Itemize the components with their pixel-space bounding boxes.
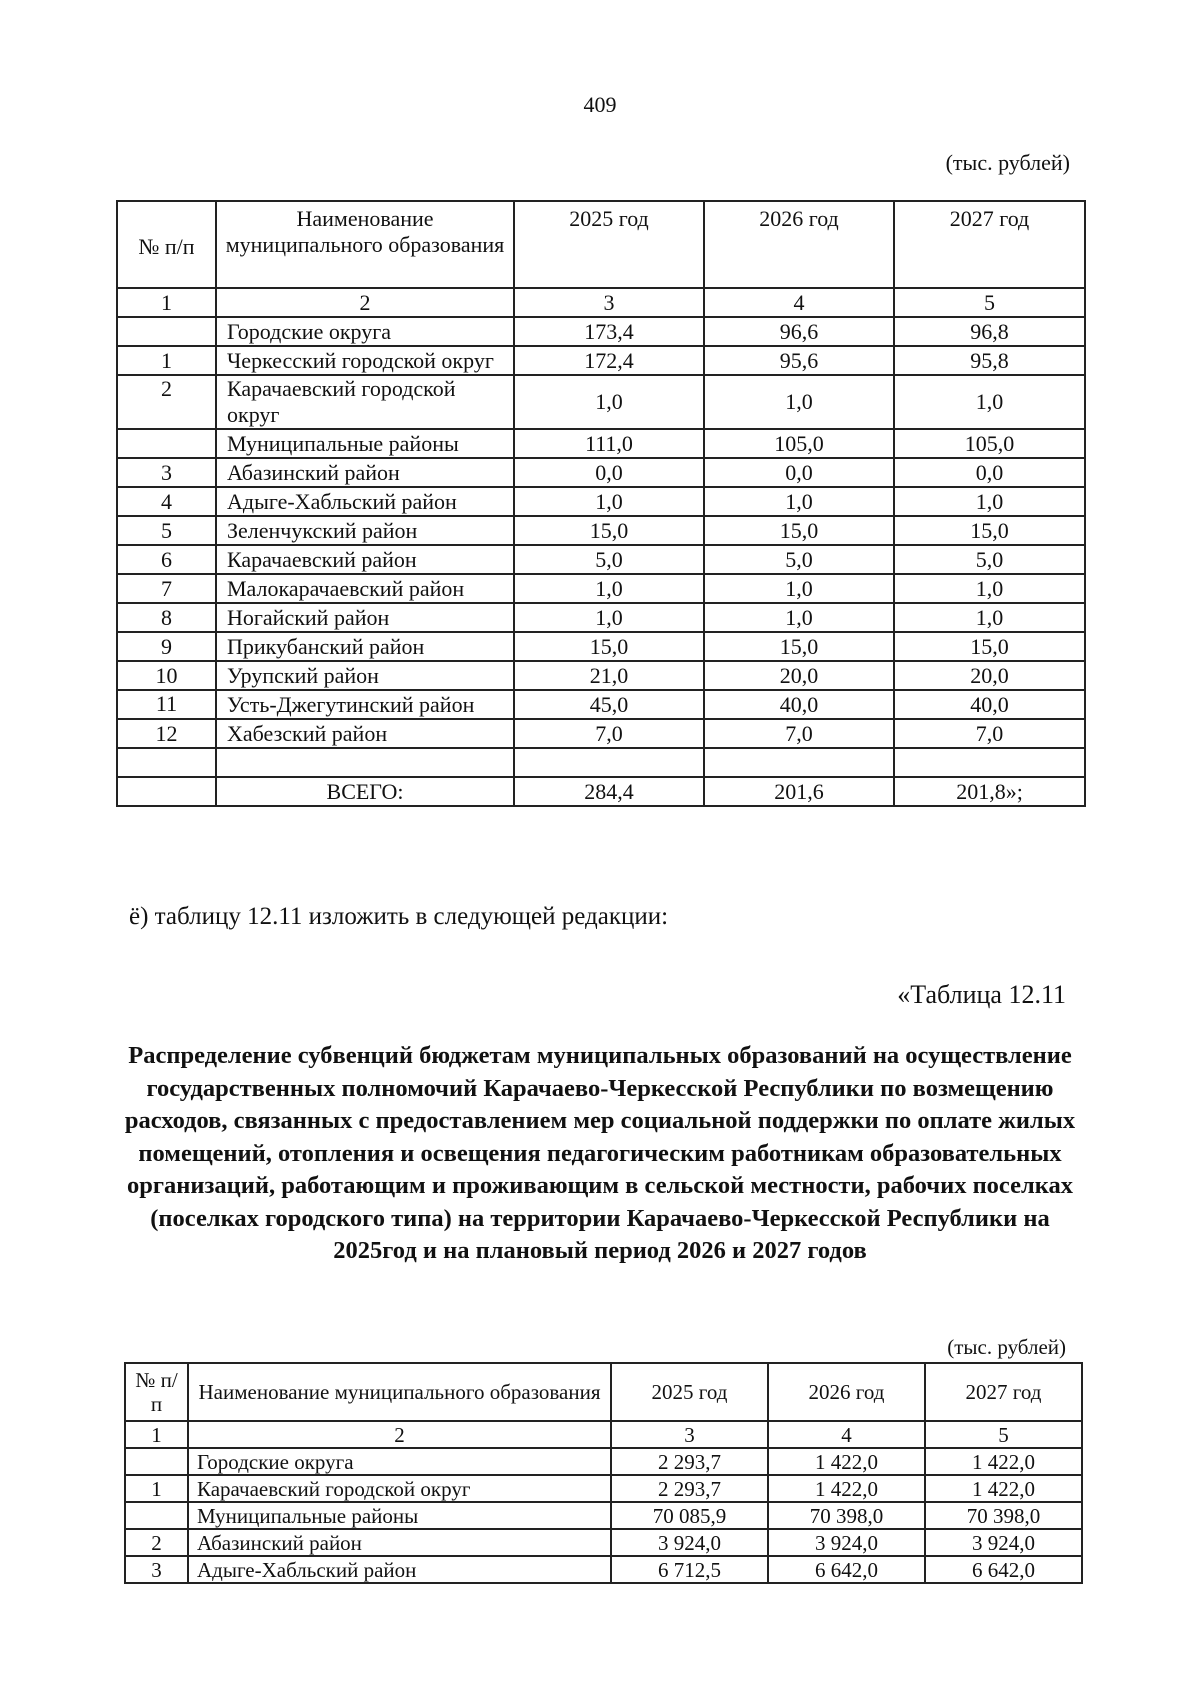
municipality-name: Ногайский район [216, 603, 514, 632]
table-row [117, 574, 1085, 603]
value-2025: 1,0 [514, 375, 704, 429]
value-2025: 2 293,7 [611, 1448, 768, 1475]
table-row [117, 690, 1085, 719]
municipality-name: Адыге-Хабльский район [216, 487, 514, 516]
total-2025: 284,4 [514, 777, 704, 806]
column-number: 5 [925, 1421, 1082, 1448]
header-cell: № п/п [125, 1363, 188, 1421]
value-2025: 172,4 [514, 346, 704, 375]
value-2027: 20,0 [894, 661, 1085, 690]
row-number [117, 317, 216, 346]
municipality-name: Карачаевский городской округ [216, 375, 514, 429]
column-number: 2 [188, 1421, 611, 1448]
table-row [125, 1556, 1082, 1583]
column-number: 1 [125, 1421, 188, 1448]
table-row [117, 487, 1085, 516]
row-number: 3 [117, 458, 216, 487]
row-number: 9 [117, 632, 216, 661]
value-2027: 96,8 [894, 317, 1085, 346]
empty-row [117, 748, 1085, 777]
municipality-name: Зеленчукский район [216, 516, 514, 545]
value-2026: 5,0 [704, 545, 894, 574]
row-number: 12 [117, 719, 216, 748]
subvention-table-1 [116, 200, 1086, 807]
column-number: 4 [768, 1421, 925, 1448]
units-label: (тыс. рублей) [947, 1335, 1066, 1359]
municipality-name: Муниципальные районы [216, 429, 514, 458]
page-number: 409 [583, 92, 617, 117]
value-2026: 105,0 [704, 429, 894, 458]
value-2027: 1 422,0 [925, 1475, 1082, 1502]
header-cell: 2027 год [894, 201, 1085, 288]
total-label: ВСЕГО: [216, 777, 514, 806]
row-number: 10 [117, 661, 216, 690]
total-2026: 201,6 [704, 777, 894, 806]
subvention-table-2 [124, 1362, 1083, 1584]
row-number: 3 [125, 1556, 188, 1583]
table-caption: «Таблица 12.11 [897, 980, 1066, 1009]
value-2025: 15,0 [514, 516, 704, 545]
municipality-name: Малокарачаевский район [216, 574, 514, 603]
table-row [117, 458, 1085, 487]
value-2026: 1 422,0 [768, 1475, 925, 1502]
value-2026: 1,0 [704, 375, 894, 429]
table-row [117, 317, 1085, 346]
value-2026: 1,0 [704, 574, 894, 603]
units-label: (тыс. рублей) [945, 150, 1070, 175]
total-row [117, 777, 1085, 806]
column-number: 4 [704, 288, 894, 317]
row-number: 6 [117, 545, 216, 574]
value-2026: 6 642,0 [768, 1556, 925, 1583]
table-row [125, 1529, 1082, 1556]
header-cell: 2025 год [514, 201, 704, 288]
header-cell: № п/п [117, 201, 216, 288]
value-2025: 21,0 [514, 661, 704, 690]
table-title: Распределение субвенций бюджетам муниципальных образований на осуществление государственных полномочий Карачаево-Черкесской Республики по возмещению расходов, связанных с предоставлением мер социальной поддержки по оплате жилых помещений, отопления и освещения педагогическим работникам образовательных организаций, работающим и проживающим в сельской местности, рабочих поселках (поселках городского типа) на территории Карачаево-Черкесской Республики на 2025год и на плановый период 2026 и 2027 годов [124, 1042, 1076, 1264]
header-cell: 2026 год [768, 1363, 925, 1421]
value-2025: 111,0 [514, 429, 704, 458]
value-2027: 5,0 [894, 545, 1085, 574]
header-cell: 2026 год [704, 201, 894, 288]
row-number: 5 [117, 516, 216, 545]
value-2026: 0,0 [704, 458, 894, 487]
value-2025: 3 924,0 [611, 1529, 768, 1556]
value-2025: 173,4 [514, 317, 704, 346]
row-number: 2 [125, 1529, 188, 1556]
value-2026: 3 924,0 [768, 1529, 925, 1556]
row-number [117, 429, 216, 458]
municipality-name: Городские округа [188, 1448, 611, 1475]
municipality-name: Адыге-Хабльский район [188, 1556, 611, 1583]
value-2027: 15,0 [894, 632, 1085, 661]
column-number: 3 [611, 1421, 768, 1448]
value-2025: 2 293,7 [611, 1475, 768, 1502]
value-2026: 20,0 [704, 661, 894, 690]
municipality-name: Урупский район [216, 661, 514, 690]
municipality-name: Карачаевский район [216, 545, 514, 574]
table-row [117, 516, 1085, 545]
value-2025: 1,0 [514, 603, 704, 632]
value-2025: 1,0 [514, 574, 704, 603]
municipality-name: Карачаевский городской округ [188, 1475, 611, 1502]
value-2025: 15,0 [514, 632, 704, 661]
value-2027: 95,8 [894, 346, 1085, 375]
municipality-name: Черкесский городской округ [216, 346, 514, 375]
table-row [117, 632, 1085, 661]
column-number: 2 [216, 288, 514, 317]
row-number: 1 [117, 346, 216, 375]
municipality-name: Абазинский район [188, 1529, 611, 1556]
table-row [117, 661, 1085, 690]
value-2026: 1 422,0 [768, 1448, 925, 1475]
row-number: 4 [117, 487, 216, 516]
value-2025: 6 712,5 [611, 1556, 768, 1583]
row-number: 8 [117, 603, 216, 632]
municipality-name: Абазинский район [216, 458, 514, 487]
column-number: 5 [894, 288, 1085, 317]
value-2026: 70 398,0 [768, 1502, 925, 1529]
header-cell: 2025 год [611, 1363, 768, 1421]
table-row [117, 429, 1085, 458]
municipality-name: Муниципальные районы [188, 1502, 611, 1529]
row-number: 1 [125, 1475, 188, 1502]
row-number: 11 [117, 690, 216, 719]
header-cell: Наименование муниципального образования [188, 1363, 611, 1421]
table-row [117, 375, 1085, 429]
municipality-name: Усть-Джегутинский район [216, 690, 514, 719]
value-2025: 0,0 [514, 458, 704, 487]
table-row [125, 1475, 1082, 1502]
value-2027: 1,0 [894, 375, 1085, 429]
value-2027: 1,0 [894, 487, 1085, 516]
row-number: 2 [117, 375, 216, 429]
municipality-name: Прикубанский район [216, 632, 514, 661]
value-2026: 95,6 [704, 346, 894, 375]
value-2027: 6 642,0 [925, 1556, 1082, 1583]
header-cell: 2027 год [925, 1363, 1082, 1421]
header-cell: Наименование муниципального образования [216, 201, 514, 288]
table-row [117, 346, 1085, 375]
amendment-instruction: ё) таблицу 12.11 изложить в следующей редакции: [129, 903, 669, 930]
municipality-name: Городские округа [216, 317, 514, 346]
table-row [125, 1502, 1082, 1529]
value-2026: 96,6 [704, 317, 894, 346]
value-2025: 70 085,9 [611, 1502, 768, 1529]
row-number [125, 1448, 188, 1475]
value-2027: 15,0 [894, 516, 1085, 545]
value-2025: 45,0 [514, 690, 704, 719]
value-2027: 105,0 [894, 429, 1085, 458]
value-2026: 1,0 [704, 487, 894, 516]
value-2027: 1,0 [894, 574, 1085, 603]
value-2026: 40,0 [704, 690, 894, 719]
value-2025: 5,0 [514, 545, 704, 574]
column-number: 3 [514, 288, 704, 317]
value-2026: 1,0 [704, 603, 894, 632]
value-2026: 15,0 [704, 632, 894, 661]
value-2027: 0,0 [894, 458, 1085, 487]
value-2027: 70 398,0 [925, 1502, 1082, 1529]
table-row [117, 603, 1085, 632]
municipality-name: Хабезский район [216, 719, 514, 748]
value-2026: 15,0 [704, 516, 894, 545]
total-2027: 201,8»; [894, 777, 1085, 806]
value-2027: 40,0 [894, 690, 1085, 719]
column-number: 1 [117, 288, 216, 317]
value-2027: 1 422,0 [925, 1448, 1082, 1475]
value-2027: 1,0 [894, 603, 1085, 632]
value-2026: 7,0 [704, 719, 894, 748]
row-number: 7 [117, 574, 216, 603]
table-row [125, 1448, 1082, 1475]
table-row [117, 545, 1085, 574]
table-row [117, 719, 1085, 748]
value-2025: 7,0 [514, 719, 704, 748]
row-number [125, 1502, 188, 1529]
value-2025: 1,0 [514, 487, 704, 516]
value-2027: 3 924,0 [925, 1529, 1082, 1556]
value-2027: 7,0 [894, 719, 1085, 748]
